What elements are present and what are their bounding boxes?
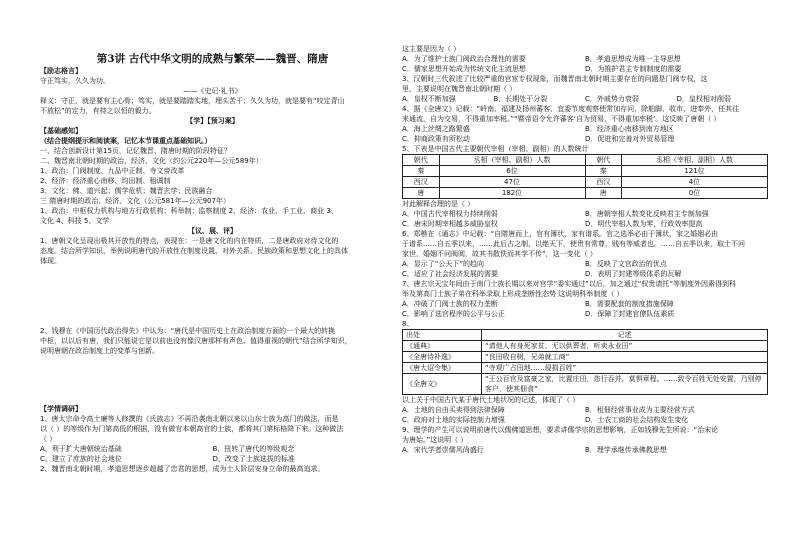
- table-cell: “请他人有身死家贫、无以供葬者，听卖永业田”: [482, 341, 768, 352]
- question-2-cont: 这主要是因为（ ）: [402, 45, 461, 53]
- prime-minister-table: [402, 154, 768, 199]
- option-b: B、扭转了唐代的等级观念: [212, 445, 295, 453]
- options-row: [402, 124, 768, 134]
- study-heading: 【学】【预习案】: [186, 117, 239, 125]
- question-1: （ ）: [40, 435, 57, 443]
- option-b: B．租佃经营事业成为主要经营方式: [585, 406, 695, 414]
- option-b: B．经济重心南移到南方地区: [585, 125, 674, 133]
- table-header: [403, 155, 768, 166]
- table-row: [403, 352, 768, 363]
- option-d: D．为推护君主专制制度的需要: [585, 65, 682, 73]
- options-row: [402, 309, 768, 319]
- question-8-cont: 以上关于中国古代某于唐代土地状况的记述，体现了（ ）: [402, 396, 580, 404]
- motto-note: 释义：守正，就是要有主心骨；笃实，就是要踏踏实地，埋头苦干；久久为功，就是要有“咬定青山: [40, 97, 345, 105]
- table-cell: 6位: [439, 166, 585, 177]
- options-row: [402, 415, 768, 425]
- option-c: C．儒家思想开始成为传统文化主流思想: [402, 65, 526, 73]
- motto-note: 不放松”的定力，有持之以恒的毅力。: [40, 107, 156, 115]
- table-cell: 《全唐诗补逸》: [403, 352, 482, 363]
- option-a: A．显示了“公天下”的趋向: [402, 260, 485, 268]
- discuss-q2: 中枢，以以后有唐，我们只能说它是以前也没有像汉唐那样有声色、值得重视的朝代”结合所学知识，: [40, 337, 352, 345]
- table-cell: 唐: [403, 188, 440, 199]
- question-3: 里，主要说明在魏晋南北朝时期（ ）: [402, 85, 517, 93]
- question-7: 举及第高门士族子弟在科举录取上形成垄断性态势 这说明科举制度（ ）: [402, 290, 624, 298]
- table-header-cell: 记述: [482, 330, 768, 341]
- options-row: [402, 405, 768, 415]
- question-6: 于谱系……自五季以来，……此后古之制，以绝天下，使贵有常尊，贱有等威者也。……自五季以来，取士不问: [402, 240, 745, 248]
- discuss-q1: 体现。: [40, 257, 61, 265]
- motto-heading: 【励志格言】: [40, 67, 82, 75]
- answer-space: [40, 356, 385, 404]
- table-cell: 0位: [622, 188, 768, 199]
- table-row: [403, 166, 768, 177]
- table-cell: 4位: [622, 177, 768, 188]
- table-header-cell: 丞相（宰相、副相）人数: [622, 155, 768, 166]
- table-cell: 47位: [439, 177, 585, 188]
- discuss-q1: 态度。结合所学知识，举例说明唐代的开放性在制度设置、对外关系、民族政策和思想文化上的具体: [40, 247, 348, 255]
- table-cell: “王公百官及富豪之家，比置庄田，恣行吞并，莫惧章程。……致令百姓无处安置，乃别停客户，使其佃食”: [482, 374, 768, 395]
- option-b: B．需要配套的制度措施保障: [585, 300, 674, 308]
- test-heading: 【学情调研】: [40, 405, 82, 413]
- discuss-q2: 说明唐朝在政治制度上的变革与创新。: [40, 347, 159, 355]
- question-1: 1、唐太宗命令高士廉等人修撰的《氏族志》不再沿袭南北朝以来以山东士族为高门的做法，而是: [40, 415, 339, 423]
- question-3: 3、汉朝时三代叙述了比较严重的官宦专权现象，而魏晋南北朝时期主要存在的问题是门阀专权，这: [402, 75, 708, 83]
- options-row: [40, 444, 385, 454]
- options-row: [402, 209, 768, 219]
- question-7: 7、唐玄宗天宝年间由于南门士族长期以来对宫学“委实通过”以后，加之通过“权贵请托”等制度外因素得到科: [402, 280, 736, 288]
- question-4: 4、据《全唐文》记载：“岭南、福建及扬州蕃客，宜委节度观察使常加存问，除舶脚、收市、进奉外，任其往: [402, 105, 740, 113]
- table-header-cell: 出处: [403, 330, 482, 341]
- question-5: 5、下表是中国古代主要朝代宰相（宰相、副相）的人数统计: [402, 145, 589, 153]
- table-cell: “寺观广占田地……侵损百姓”: [482, 363, 768, 374]
- option-c: C．外戚势力衰弱: [585, 95, 639, 103]
- table-row: [403, 341, 768, 352]
- option-c: C．政府对土地的实际控制力增强: [402, 416, 505, 424]
- page-title: 第3讲 古代中华文明的成熟与繁荣——魏晋、隋唐: [96, 53, 329, 65]
- table-header-cell: 丞相（宰相、副相）人数: [439, 155, 585, 166]
- table-cell: 182位: [439, 188, 585, 199]
- option-d: D．保障了封建官僚队伍素质: [585, 310, 675, 318]
- question-9: 9、理学的产生可以说明前唐代以儒佛道思想，要求讲儒学宗的思想影响，正如钱穆先生所说：“治宋论: [402, 426, 719, 434]
- option-b: B．长期处于分裂: [493, 95, 548, 103]
- question-9: 为唐始。”这说明（ ）: [402, 436, 468, 444]
- option-d: D、改变了士族选拔的标准: [212, 455, 295, 463]
- table-header: [403, 330, 768, 341]
- options-row: [402, 64, 768, 74]
- options-row: [402, 259, 768, 269]
- option-c: C．影响了选官程序的公平与公正: [402, 310, 505, 318]
- options-row: [402, 134, 768, 144]
- table-header-cell: 朝代: [403, 155, 440, 166]
- options-row: [402, 219, 768, 229]
- basic-item: 一、结合创新设计第15页，记忆魏晋、隋唐时期的阶段特征？: [40, 147, 231, 155]
- table-row: [403, 374, 768, 395]
- question-6: 家世，婚姻不问阀阅，故其书散佚而其学不传”，这一变化（ ）: [402, 250, 597, 258]
- table-row: [403, 177, 768, 188]
- option-b: B．理学承继传承佛教思想: [585, 446, 667, 454]
- option-a: A．皇权不断加强: [402, 95, 456, 103]
- answer-space: [40, 266, 385, 326]
- basic-item: 二、魏晋南北朝时期的政治、经济、文化（约公元220年—公元589年）: [40, 157, 263, 165]
- option-b: B．反映了文官政治的优点: [585, 260, 667, 268]
- motto-source: ——《史记·礼书》: [183, 87, 242, 95]
- table-cell: 唐: [585, 188, 622, 199]
- question-5-cont: 对此解释合理的是（ ）: [402, 200, 475, 208]
- table-cell: 《通典》: [403, 341, 482, 352]
- basic-item: 文化 4、科技 5、文学: [40, 217, 110, 225]
- right-column: [402, 0, 768, 560]
- basic-item: 3、文化：佛、道兴起；儒学危机；魏晋玄学；民族融合: [40, 187, 213, 195]
- option-d: D．促进和完善对外贸易管理: [585, 135, 675, 143]
- question-6: 6、郑樵在《通志》中记载：“自隋唐而上，官有簿状，家有谱系。官之选举必由于簿状，家之婚姻必由: [402, 230, 719, 238]
- basic-heading: 【基础感知】: [40, 127, 82, 135]
- options-row: [402, 445, 768, 455]
- option-d: D．士农工商的社会结构发生变化: [585, 416, 689, 424]
- option-c: C．抑商政策有所松动: [402, 135, 470, 143]
- basic-item: 1、政治：门阀制度、九品中正制、寺文帝改革: [40, 167, 185, 175]
- discuss-q1: 1、唐朝文化呈现出极其开放性的特点，表现在：一是唐文化的内在特质，二是唐政府对待文化的: [40, 237, 339, 245]
- option-d: D．皇权相对削弱: [676, 95, 731, 103]
- table-cell: 《唐大诏令集》: [403, 363, 482, 374]
- option-d: D．表明了封建等级体系的瓦解: [585, 270, 682, 278]
- options-row: [40, 454, 385, 464]
- option-b: B．唐朝宰相人数变化反映君主专制加强: [585, 210, 709, 218]
- source-table: [402, 329, 768, 395]
- basic-tip: （结合提纲提示和阅读案，记忆本节课重点基础知识。）: [40, 137, 212, 145]
- options-row: [402, 94, 768, 104]
- option-a: A．土地的自由买卖得到法律保障: [402, 406, 505, 414]
- option-b: B．孝道思想成为唯一主导思想: [585, 55, 681, 63]
- option-d: D．明代宰相人数为零，行政效率提高: [585, 220, 703, 228]
- question-8: 8、: [402, 320, 414, 328]
- option-a: A．为了维护士族门阀政治合理性的需要: [402, 55, 526, 63]
- table-row: [403, 363, 768, 374]
- option-a: A．宋代学者崇儒风尚盛行: [402, 446, 484, 454]
- option-c: C、建立了庶族的社会地位: [40, 455, 122, 463]
- motto-text: 守正笃实，久久为功。: [40, 77, 110, 85]
- question-2: 2、魏晋南北朝时期，孝道思想逐步超越了忠君的思想，成为士人阶层安身立命的最高追求。: [40, 465, 325, 473]
- basic-item: 三 隋唐时期的政治、经济、文化（公元581年—公元907年）: [40, 197, 230, 205]
- basic-item: 2、经济：经济重心南移、均田制、租调制: [40, 177, 171, 185]
- table-cell: 西汉: [585, 177, 622, 188]
- table-cell: 秦: [403, 166, 440, 177]
- table-header-cell: 朝代: [585, 155, 622, 166]
- table-cell: 西汉: [403, 177, 440, 188]
- option-a: A．冲破了门阀士族的权力垄断: [402, 300, 498, 308]
- option-a: A．中国古代宰相权力持续削弱: [402, 210, 498, 218]
- question-1: 以（ ）的等级作为门第高低的根据，没有做官本朝高官的士族，都将其门第标格降下来。这种做法: [40, 425, 344, 433]
- options-row: [402, 299, 768, 309]
- left-column: [40, 0, 385, 560]
- option-a: A、利于扩大唐朝统治基础: [40, 445, 122, 453]
- table-row: [403, 188, 768, 199]
- table-cell: 《全唐文》: [403, 374, 482, 395]
- options-row: [402, 269, 768, 279]
- question-4: 来通流，自为交易，不得重加率税。”“暨帝诏令允许蕃客‘自为贸易，不得重加率税’。这反映了唐朝（ ）: [402, 115, 721, 123]
- discuss-heading: 【议、展、评】: [188, 227, 237, 235]
- table-cell: “良田收自树，兄弟就工商”: [482, 352, 768, 363]
- options-row: [402, 54, 768, 64]
- option-c: C．适应了社会经济发展的需要: [402, 270, 498, 278]
- discuss-q2: 2、钱穆在《中国历代政治得失》中认为：“唐代是中国历史上在政治制度方面的一个最大的转换: [40, 327, 336, 335]
- table-cell: 121位: [622, 166, 768, 177]
- option-a: A．海上丝绸之路繁盛: [402, 125, 470, 133]
- basic-item: 1、政治：中枢权力机构与地方行政机构；科举制；监察制度 2、经济：农业、手工业、商业 3、: [40, 207, 338, 215]
- table-cell: 秦: [585, 166, 622, 177]
- option-c: C．唐宋时期宰相越多威胁皇权: [402, 220, 498, 228]
